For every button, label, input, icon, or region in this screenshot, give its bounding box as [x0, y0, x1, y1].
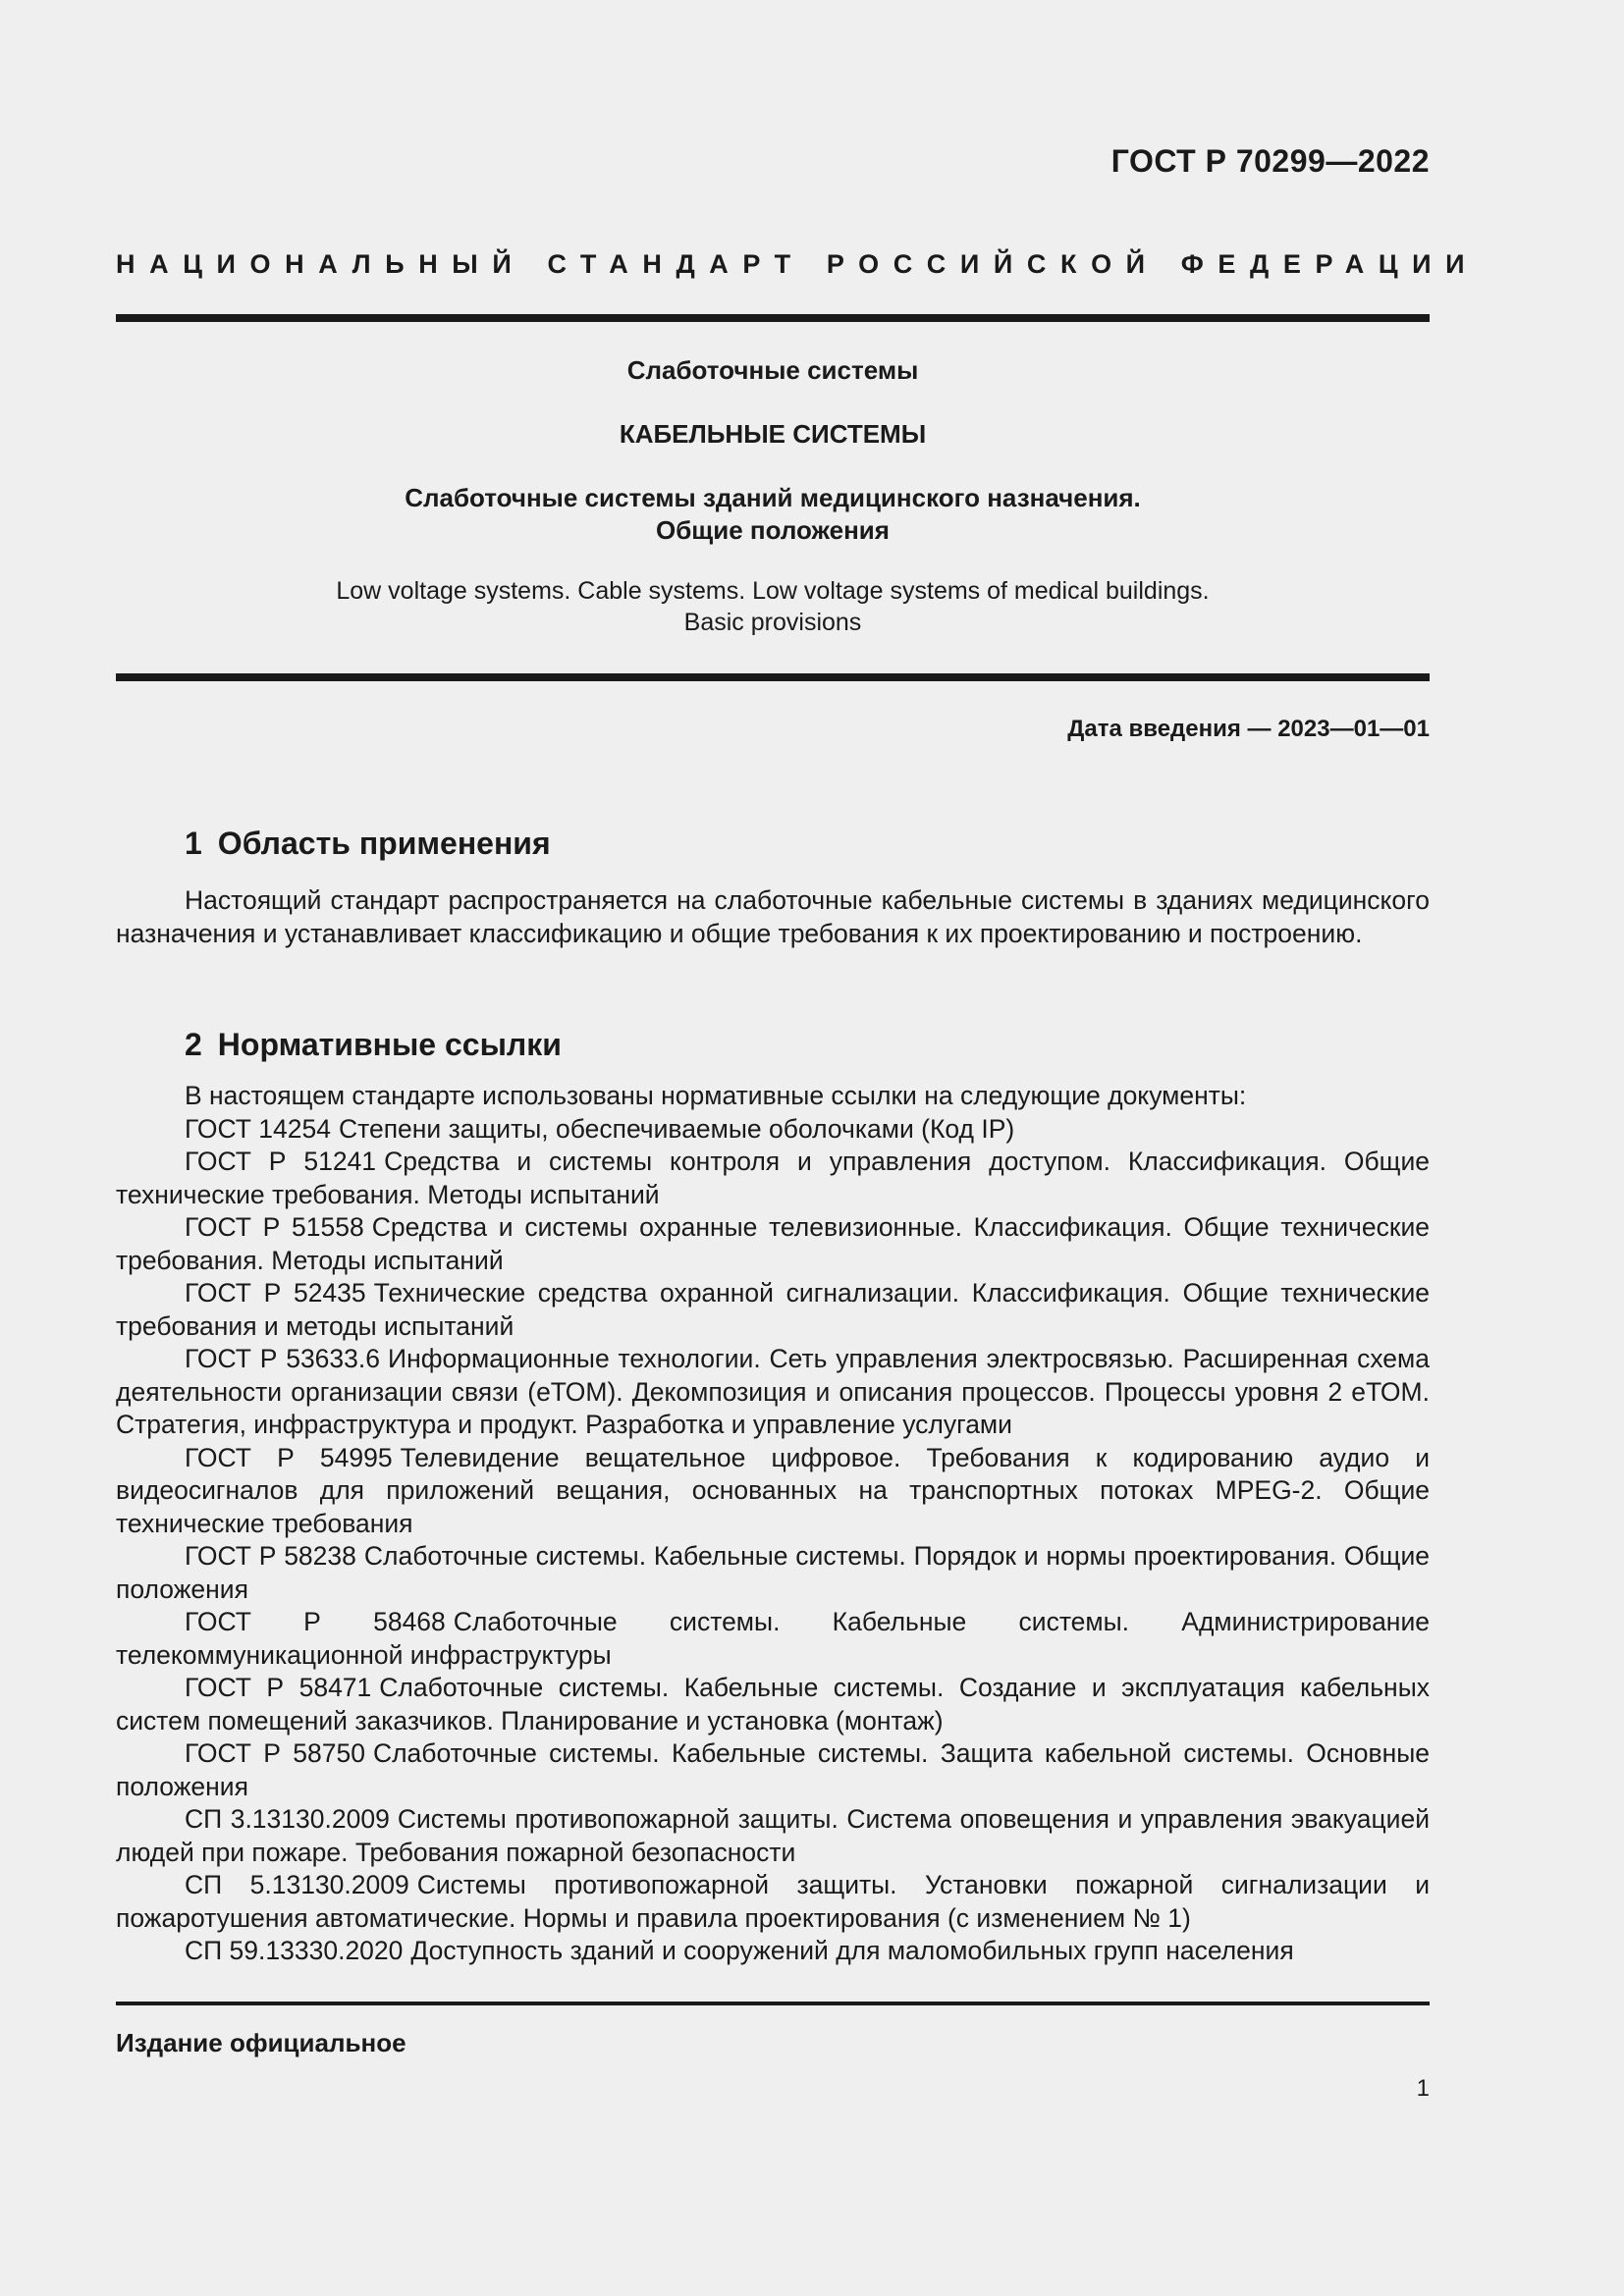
- section-1-number: 1: [185, 826, 202, 861]
- english-title-a: Low voltage systems. Cable systems. Low voltage systems of medical buildings.: [336, 577, 1210, 605]
- reference-text: Технические средства охранной сигнализации. Классификация. Общие технические требования и методы испытаний: [116, 1278, 1430, 1341]
- reference-code: ГОСТ Р 58750: [185, 1738, 365, 1768]
- reference-item: [116, 1803, 1430, 1869]
- reference-text: Информационные технологии. Сеть управления электросвязью. Расширенная схема деятельности организации связи (еТОМ). Декомпозиция и описания процессов. Процессы уровня 2 еТОМ. Стратегия, инфраструктура и продукт. Разработка и управление услугами: [116, 1344, 1430, 1439]
- reference-item: [116, 1211, 1430, 1277]
- reference-code: ГОСТ 14254: [185, 1113, 331, 1144]
- reference-code: ГОСТ Р 53633.6: [185, 1344, 381, 1373]
- title-line-1: Слаботочные системы: [626, 355, 919, 385]
- reference-code: СП 59.13330.2020: [185, 1936, 404, 1965]
- reference-code: ГОСТ Р 58238: [185, 1541, 356, 1571]
- reference-item: [116, 1343, 1430, 1442]
- national-standard-label: НАЦИОНАЛЬНЫЙ СТАНДАРТ РОССИЙСКОЙ ФЕДЕРАЦИИ: [116, 249, 1480, 279]
- section-1-heading: [185, 826, 551, 862]
- reference-code: СП 3.13130.2009: [185, 1804, 390, 1834]
- header-rule: [116, 314, 1430, 322]
- normative-references: [116, 1080, 1430, 1968]
- reference-text: Слаботочные системы. Кабельные системы. Порядок и нормы проектирования. Общие положения: [116, 1541, 1431, 1604]
- reference-text: Средства и системы охранные телевизионные. Классификация. Общие технические требования. Методы испытаний: [116, 1212, 1430, 1275]
- document-number: ГОСТ Р 70299—2022: [1110, 143, 1430, 179]
- title-line-3a: Слаботочные системы зданий медицинского назначения.: [405, 483, 1141, 512]
- title-line-2: КАБЕЛЬНЫЕ СИСТЕМЫ: [619, 419, 927, 449]
- reference-item: [116, 1540, 1430, 1606]
- reference-item: [116, 1737, 1430, 1803]
- reference-text: Системы противопожарной защиты. Установки пожарной сигнализации и пожаротушения автоматические. Нормы и правила проектирования (с изменением № 1): [116, 1870, 1431, 1933]
- official-edition-label: Издание официальное: [116, 2028, 406, 2057]
- section-2-heading: [185, 1027, 562, 1063]
- title-rule: [116, 673, 1430, 681]
- reference-code: ГОСТ Р 58468: [185, 1607, 446, 1636]
- page-number: 1: [1416, 2075, 1430, 2102]
- reference-item: [116, 1935, 1430, 1968]
- section-1-text: Настоящий стандарт распространяется на слаботочные кабельные системы в зданиях медицинского назначения и устанавливает классификацию и общие требования к их проектированию и построению.: [116, 885, 1430, 948]
- reference-item: [116, 1869, 1430, 1935]
- references-intro: В настоящем стандарте использованы нормативные ссылки на следующие документы:: [185, 1081, 1247, 1110]
- reference-item: [116, 1442, 1430, 1541]
- footer-rule: [116, 2002, 1430, 2005]
- section-2-title: Нормативные ссылки: [217, 1027, 562, 1062]
- reference-code: ГОСТ Р 51558: [185, 1212, 364, 1242]
- reference-item: [116, 1277, 1430, 1343]
- reference-item: [116, 1113, 1430, 1147]
- reference-text: Слаботочные системы. Кабельные системы. Создание и эксплуатация кабельных систем помещений заказчиков. Планирование и установка (монтаж): [116, 1673, 1430, 1735]
- reference-text: Средства и системы контроля и управления доступом. Классификация. Общие технические требования. Методы испытаний: [116, 1147, 1430, 1209]
- reference-item: [116, 1672, 1430, 1737]
- section-2-number: 2: [185, 1027, 202, 1062]
- introduction-date: Дата введения — 2023—01—01: [1067, 716, 1430, 742]
- reference-text: Слаботочные системы. Кабельные системы. Защита кабельной системы. Основные положения: [116, 1738, 1430, 1801]
- reference-code: ГОСТ Р 52435: [185, 1278, 366, 1308]
- reference-text: Телевидение вещательное цифровое. Требования к кодированию аудио и видеосигналов для приложений вещания, основанных на транспортных потоках MPEG-2. Общие технические требования: [116, 1442, 1431, 1538]
- reference-item: [116, 1146, 1430, 1211]
- reference-text: Слаботочные системы. Кабельные системы. Администрирование телекоммуникационной инфраструктуры: [116, 1607, 1430, 1670]
- reference-code: СП 5.13130.2009: [185, 1870, 409, 1899]
- reference-text: Степени защиты, обеспечиваемые оболочками (Код IP): [338, 1113, 1015, 1144]
- reference-text: Доступность зданий и сооружений для маломобильных групп населения: [410, 1936, 1294, 1965]
- english-title-b: Basic provisions: [683, 609, 862, 636]
- reference-item: [116, 1606, 1430, 1672]
- reference-text: Системы противопожарной защиты. Система оповещения и управления эвакуацией людей при пожаре. Требования пожарной безопасности: [116, 1804, 1430, 1867]
- section-1-title: Область применения: [217, 826, 551, 861]
- title-line-3b: Общие положения: [656, 515, 890, 545]
- reference-code: ГОСТ Р 54995: [185, 1442, 393, 1472]
- reference-code: ГОСТ Р 51241: [185, 1147, 377, 1176]
- reference-code: ГОСТ Р 58471: [185, 1673, 372, 1702]
